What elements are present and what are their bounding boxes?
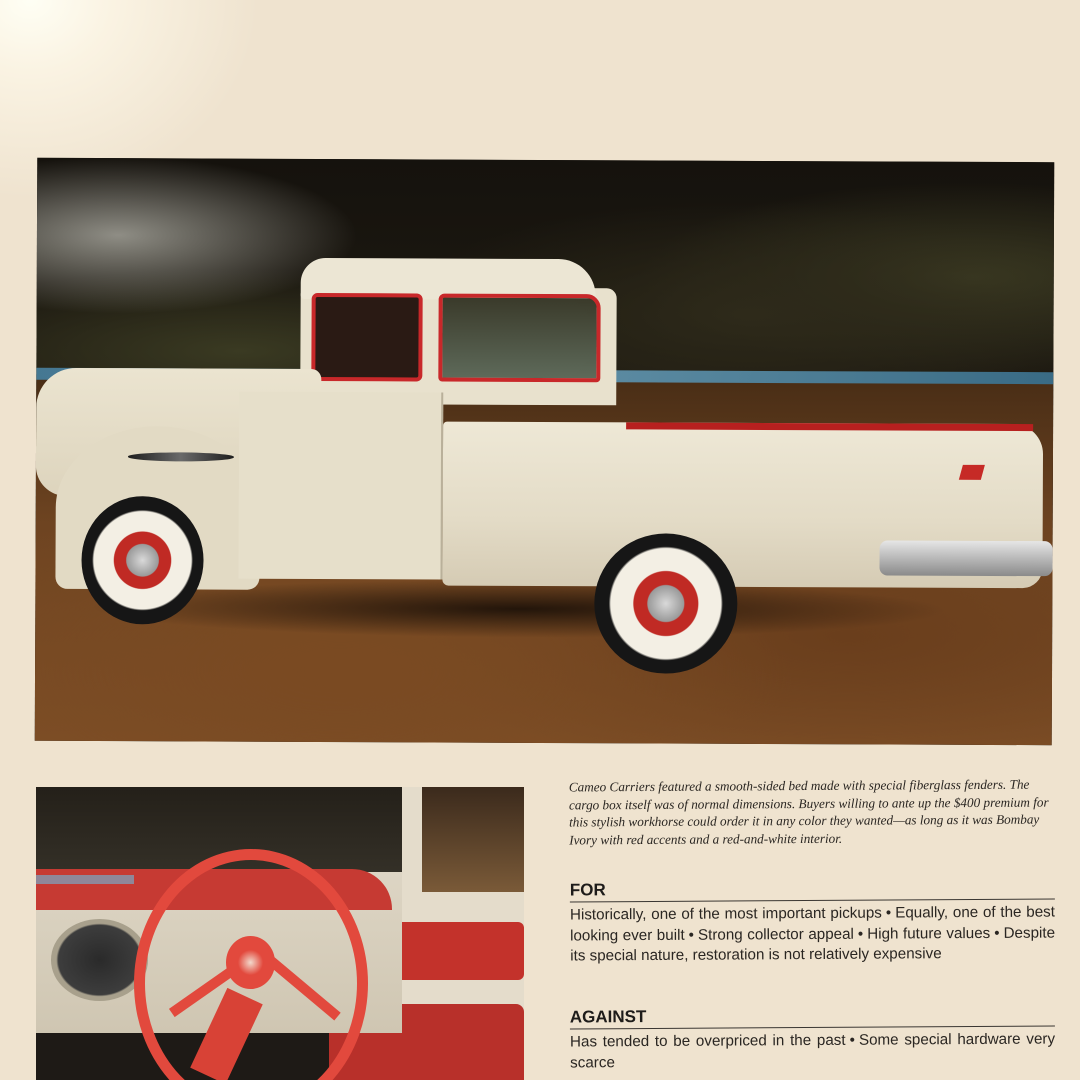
rear-whitewall-wheel: [594, 533, 737, 674]
for-item: Equally, one of the best looking ever built: [570, 903, 1055, 944]
for-heading: FOR: [570, 878, 1055, 903]
steering-hub: [226, 936, 275, 989]
against-item: Some special hardware very scarce: [570, 1030, 1056, 1071]
for-body: [570, 903, 1055, 967]
door-window: [422, 787, 524, 892]
against-item: Has tended to be overpriced in the past: [569, 1031, 846, 1051]
truck-door: [239, 392, 443, 579]
photo-caption: Cameo Carriers featured a smooth-sided bed made with special fiberglass fenders. The cargo box itself was of normal dimensions. Buyers willing to ante up the $400 premium for this stylish workhorse could order it in any color they wanted—as long as it was Bombay Ivory with red accents and a red-and-white interior.: [568, 776, 1049, 848]
bullet-separator: •: [849, 1031, 855, 1049]
rear-bumper: [880, 540, 1053, 576]
main-truck-photo: [35, 158, 1055, 745]
against-heading: AGAINST: [570, 1005, 1055, 1030]
for-item: Despite its special nature, restoration is not relatively expensive: [570, 924, 1056, 965]
for-item: Historically, one of the most important pickups: [569, 904, 882, 924]
bullet-separator: •: [857, 925, 864, 943]
windshield-view: [36, 875, 134, 884]
cameo-truck: [35, 158, 1055, 745]
against-body: [570, 1030, 1055, 1074]
for-section: [570, 878, 1056, 967]
interior-photo: [36, 787, 524, 1080]
front-whitewall-wheel: [81, 496, 204, 625]
side-window: [311, 293, 423, 381]
bullet-separator: •: [688, 926, 695, 944]
for-item: Strong collector appeal: [697, 925, 854, 944]
bullet-separator: •: [885, 904, 892, 922]
chevrolet-bowtie-emblem: [959, 465, 985, 480]
for-item: High future values: [867, 924, 991, 943]
bullet-separator: •: [994, 924, 1000, 942]
red-door-panel: [392, 922, 524, 981]
against-section: [570, 1005, 1055, 1074]
rear-quarter-window: [438, 294, 601, 382]
